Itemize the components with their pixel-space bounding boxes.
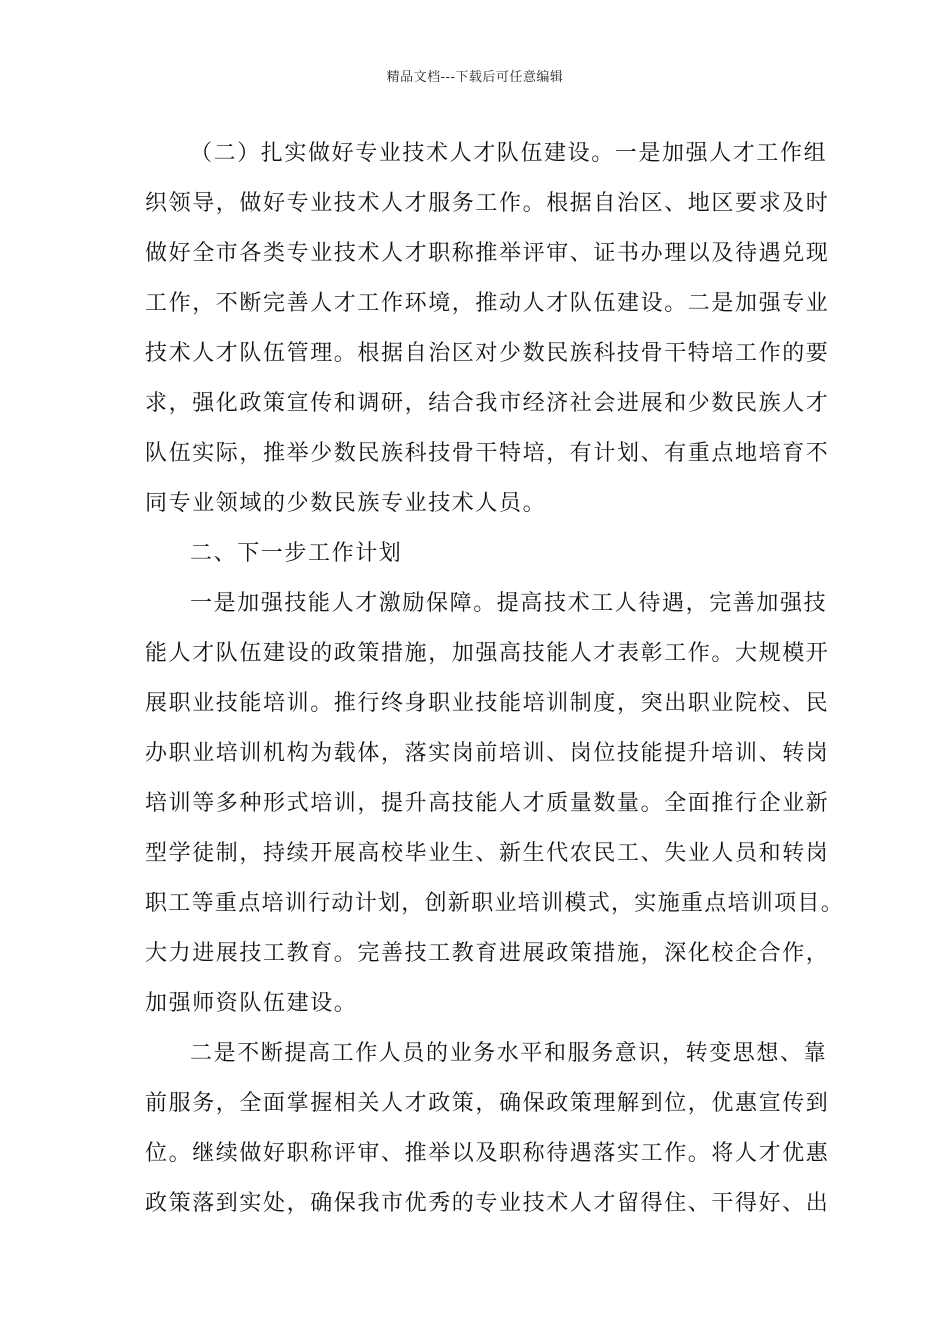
text-line: 加强师资队伍建设。: [145, 991, 358, 1016]
text-line: 队伍实际，推举少数民族科技骨干特培，有计划、有重点地培育不: [145, 441, 830, 466]
text-line: 办职业培训机构为载体，落实岗前培训、岗位技能提升培训、转岗: [145, 741, 830, 766]
text-line: 位。继续做好职称评审、推举以及职称待遇落实工作。将人才优惠: [145, 1141, 830, 1166]
text-line: 前服务，全面掌握相关人才政策，确保政策理解到位，优惠宣传到: [145, 1091, 830, 1116]
text-line: 技术人才队伍管理。根据自治区对少数民族科技骨干特培工作的要: [145, 341, 830, 366]
text-line: 一是加强技能人才激励保障。提高技术工人待遇，完善加强技: [190, 591, 828, 616]
text-line: 做好全市各类专业技术人才职称推举评审、证书办理以及待遇兑现: [145, 241, 830, 266]
text-line: 政策落到实处，确保我市优秀的专业技术人才留得住、干得好、出: [145, 1191, 830, 1216]
text-line: 大力进展技工教育。完善技工教育进展政策措施，深化校企合作，: [145, 941, 830, 966]
text-line: 培训等多种形式培训，提升高技能人才质量数量。全面推行企业新: [145, 791, 830, 816]
section-heading: 二、下一步工作计划: [190, 541, 403, 566]
text-line: （二）扎实做好专业技术人才队伍建设。一是加强人才工作组: [190, 141, 828, 166]
text-line: 职工等重点培训行动计划，创新职业培训模式，实施重点培训项目。: [145, 891, 845, 916]
text-line: 展职业技能培训。推行终身职业技能培训制度，突出职业院校、民: [145, 691, 830, 716]
text-line: 二是不断提高工作人员的业务水平和服务意识，转变思想、靠: [190, 1041, 828, 1066]
page-header: 精品文档---下载后可任意编辑: [386, 70, 564, 85]
text-line: 同专业领域的少数民族专业技术人员。: [145, 491, 547, 516]
text-line: 型学徒制，持续开展高校毕业生、新生代农民工、失业人员和转岗: [145, 841, 830, 866]
text-line: 织领导，做好专业技术人才服务工作。根据自治区、地区要求及时: [145, 191, 830, 216]
text-line: 求，强化政策宣传和调研，结合我市经济社会进展和少数民族人才: [145, 391, 830, 416]
text-line: 工作，不断完善人才工作环境，推动人才队伍建设。二是加强专业: [145, 291, 830, 316]
text-line: 能人才队伍建设的政策措施，加强高技能人才表彰工作。大规模开: [145, 641, 830, 666]
